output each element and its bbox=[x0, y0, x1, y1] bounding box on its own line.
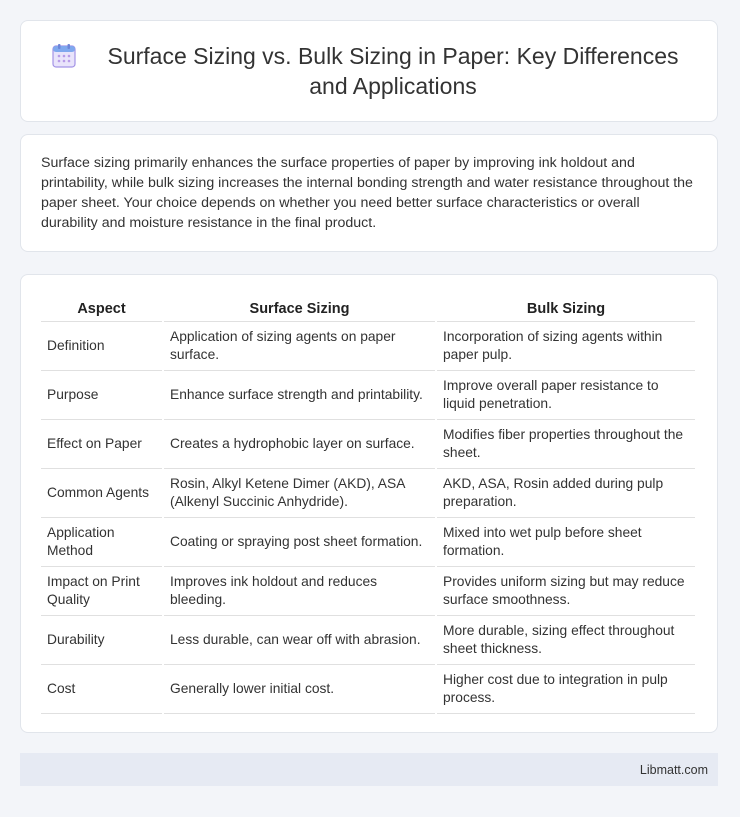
calendar-icon bbox=[51, 43, 77, 69]
table-row bbox=[41, 567, 695, 616]
cell-surface-sizing: Improves ink holdout and reduces bleeding. bbox=[164, 567, 435, 616]
table-row bbox=[41, 371, 695, 420]
cell-surface-sizing: Application of sizing agents on paper surface. bbox=[164, 322, 435, 371]
cell-surface-sizing: Creates a hydrophobic layer on surface. bbox=[164, 420, 435, 469]
cell-aspect: Purpose bbox=[41, 371, 162, 420]
summary-card bbox=[20, 134, 718, 252]
cell-bulk-sizing: Improve overall paper resistance to liquid penetration. bbox=[437, 371, 695, 420]
header-bulk-sizing: Bulk Sizing bbox=[437, 295, 695, 322]
table-row bbox=[41, 322, 695, 371]
cell-bulk-sizing: More durable, sizing effect throughout sheet thickness. bbox=[437, 616, 695, 665]
comparison-card bbox=[20, 274, 718, 733]
cell-aspect: Cost bbox=[41, 665, 162, 714]
cell-surface-sizing: Coating or spraying post sheet formation. bbox=[164, 518, 435, 567]
cell-bulk-sizing: Modifies fiber properties throughout the sheet. bbox=[437, 420, 695, 469]
cell-surface-sizing: Enhance surface strength and printability. bbox=[164, 371, 435, 420]
cell-surface-sizing: Generally lower initial cost. bbox=[164, 665, 435, 714]
table-row bbox=[41, 518, 695, 567]
cell-bulk-sizing: Provides uniform sizing but may reduce surface smoothness. bbox=[437, 567, 695, 616]
table-row bbox=[41, 469, 695, 518]
cell-aspect: Impact on Print Quality bbox=[41, 567, 162, 616]
cell-surface-sizing: Less durable, can wear off with abrasion. bbox=[164, 616, 435, 665]
cell-bulk-sizing: Mixed into wet pulp before sheet formation. bbox=[437, 518, 695, 567]
cell-aspect: Definition bbox=[41, 322, 162, 371]
summary-text: Surface sizing primarily enhances the surface properties of paper by improving ink holdout and printability, while bulk sizing increases the internal bonding strength and water resistance throughout the paper sheet. Your choice depends on whether you need better surface characteristics or overall durability and moisture resistance in the final product. bbox=[41, 155, 693, 231]
header-aspect: Aspect bbox=[41, 295, 162, 322]
cell-aspect: Durability bbox=[41, 616, 162, 665]
cell-aspect: Common Agents bbox=[41, 469, 162, 518]
table-row bbox=[41, 665, 695, 714]
title-card bbox=[20, 20, 718, 122]
title-wrap bbox=[21, 41, 717, 101]
header-surface-sizing: Surface Sizing bbox=[164, 295, 435, 322]
cell-bulk-sizing: Higher cost due to integration in pulp process. bbox=[437, 665, 695, 714]
cell-aspect: Effect on Paper bbox=[41, 420, 162, 469]
cell-aspect: Application Method bbox=[41, 518, 162, 567]
comparison-table bbox=[39, 295, 697, 714]
footer bbox=[20, 753, 718, 786]
cell-bulk-sizing: AKD, ASA, Rosin added during pulp preparation. bbox=[437, 469, 695, 518]
table-row bbox=[41, 616, 695, 665]
cell-bulk-sizing: Incorporation of sizing agents within paper pulp. bbox=[437, 322, 695, 371]
cell-surface-sizing: Rosin, Alkyl Ketene Dimer (AKD), ASA (Alkenyl Succinic Anhydride). bbox=[164, 469, 435, 518]
page-title: Surface Sizing vs. Bulk Sizing in Paper: Key Differences and Applications bbox=[107, 43, 679, 99]
table-header-row bbox=[41, 295, 695, 322]
site-link[interactable]: Libmatt.com bbox=[639, 762, 708, 777]
table-row bbox=[41, 420, 695, 469]
